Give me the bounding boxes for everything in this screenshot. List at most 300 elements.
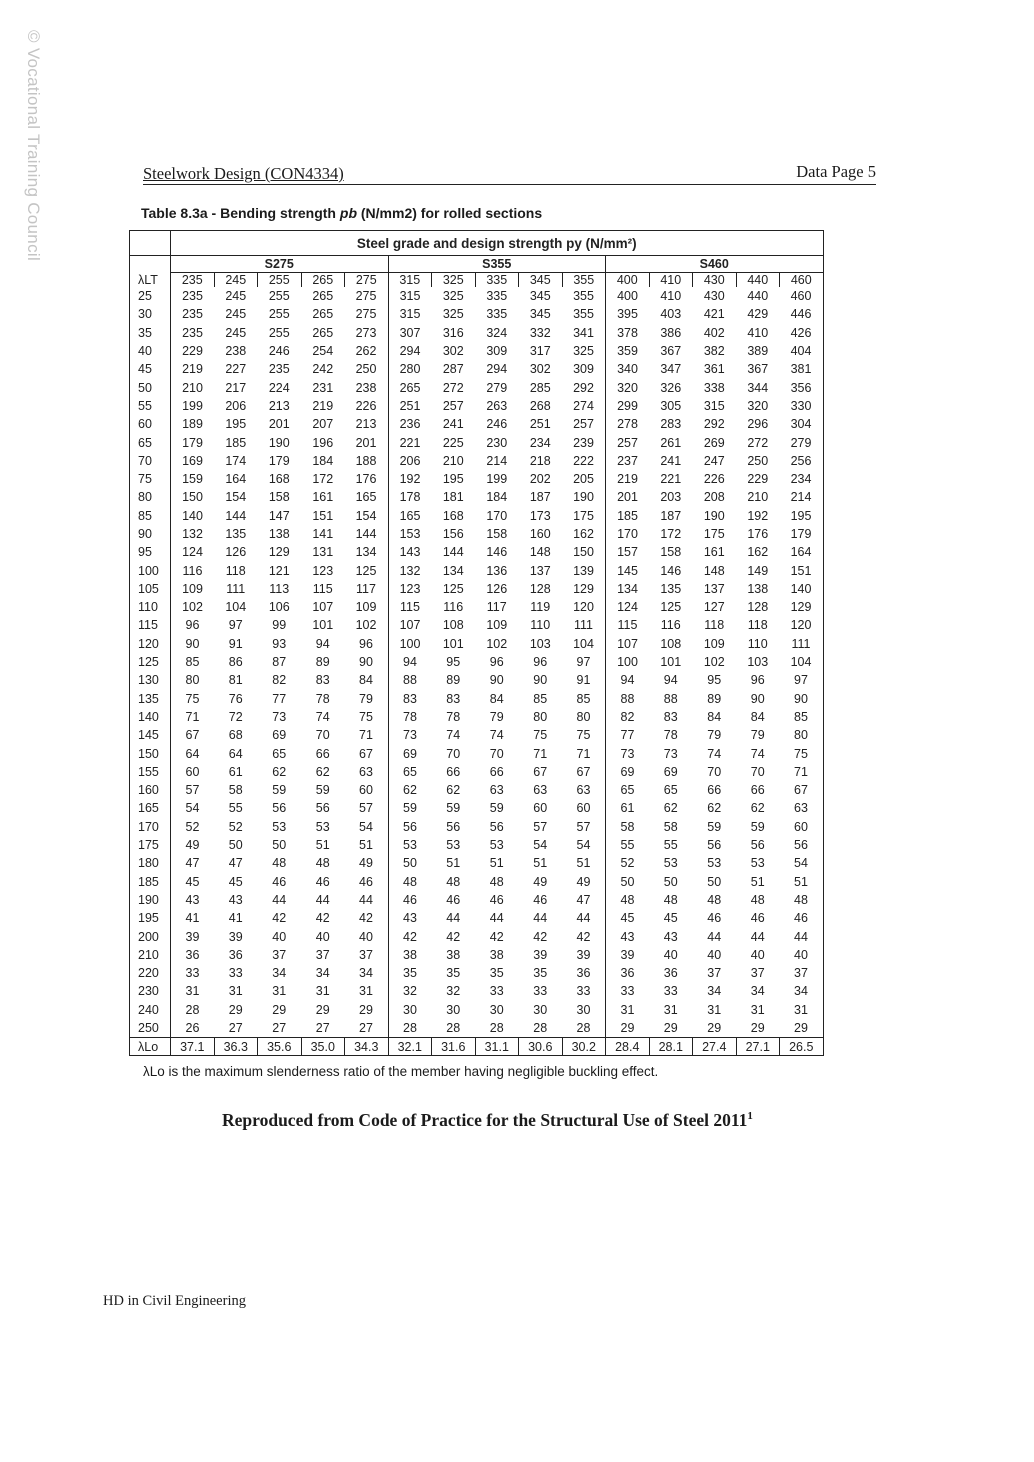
strength-cell: 174 (225, 453, 247, 468)
table-row (130, 909, 824, 927)
strength-cell: 42 (359, 911, 373, 926)
strength-cell: 124 (171, 543, 215, 561)
table-row (130, 470, 824, 488)
lambda-lt-header: λLT (130, 273, 171, 288)
strength-cell: 71 (359, 728, 373, 743)
strength-cell: 279 (780, 433, 824, 451)
strength-cell: 101 (660, 655, 682, 670)
strength-cell: 78 (663, 728, 678, 743)
table-row (130, 452, 824, 470)
bending-strength-table (129, 230, 824, 1056)
strength-cell: 265 (312, 289, 334, 304)
table-row (130, 836, 824, 854)
strength-cell: 94 (388, 653, 432, 671)
table-row (130, 818, 824, 836)
lambda-lt-cell: 150 (130, 744, 171, 762)
strength-cell: 75 (576, 728, 591, 743)
lambda-lt-cell: 230 (130, 982, 171, 1000)
strength-cell: 49 (359, 856, 373, 871)
strength-cell: 37 (272, 947, 287, 962)
table-row (130, 525, 824, 543)
lambda-lt-cell: 160 (130, 781, 171, 799)
strength-cell: 34 (359, 966, 373, 981)
strength-cell: 115 (312, 581, 333, 596)
strength-cell: 39 (228, 929, 243, 944)
strength-cell: 140 (171, 507, 215, 525)
strength-cell: 36 (663, 966, 678, 981)
strength-cell: 121 (268, 563, 290, 578)
strength-cell: 148 (529, 545, 551, 560)
strength-cell: 38 (446, 947, 461, 962)
strength-cell: 120 (780, 616, 824, 634)
strength-cell: 137 (529, 563, 551, 578)
strength-cell: 64 (228, 746, 243, 761)
strength-cell: 58 (606, 818, 650, 836)
strength-cell: 29 (707, 1021, 722, 1036)
strength-cell: 35 (446, 966, 461, 981)
strength-cell: 90 (533, 673, 548, 688)
lambda-lo-cell: 31.1 (475, 1038, 519, 1056)
strength-cell: 367 (747, 362, 769, 377)
strength-cell: 70 (489, 746, 504, 761)
strength-cell: 347 (660, 362, 682, 377)
strength-cell: 146 (660, 563, 682, 578)
strength-cell: 74 (750, 746, 765, 761)
table-row (130, 488, 824, 506)
strength-cell: 109 (486, 618, 508, 633)
strength-cell: 85 (533, 691, 548, 706)
strength-cell: 94 (315, 636, 330, 651)
strength-cell: 115 (606, 616, 650, 634)
strength-cell: 96 (171, 616, 215, 634)
strength-cell: 325 (442, 307, 464, 322)
strength-cell: 70 (315, 728, 330, 743)
strength-cell: 32 (388, 982, 432, 1000)
table-row (130, 580, 824, 598)
strength-cell: 65 (272, 746, 287, 761)
table-row (130, 927, 824, 945)
strength-cell: 62 (707, 801, 722, 816)
strength-cell: 42 (272, 911, 287, 926)
strength-cell: 56 (446, 819, 461, 834)
strength-cell: 285 (529, 380, 551, 395)
strength-cell: 111 (573, 618, 593, 633)
strength-cell: 83 (315, 673, 330, 688)
lambda-lt-cell: 90 (130, 525, 171, 543)
course-title: Steelwork Design (CON4334) (143, 164, 344, 183)
lambda-lt-cell: 105 (130, 580, 171, 598)
strength-cell: 61 (606, 799, 650, 817)
strength-cell: 54 (780, 854, 824, 872)
strength-cell: 51 (533, 856, 548, 871)
strength-cell: 49 (533, 874, 548, 889)
strength-cell: 168 (442, 508, 464, 523)
strength-cell: 315 (388, 287, 432, 305)
lambda-lo-cell: 37.1 (171, 1038, 215, 1056)
lambda-lo-cell: 26.5 (780, 1038, 824, 1056)
strength-cell: 221 (660, 472, 682, 487)
strength-cell: 78 (388, 708, 432, 726)
strength-cell: 33 (663, 984, 678, 999)
lambda-lt-cell: 170 (130, 818, 171, 836)
strength-cell: 63 (489, 783, 504, 798)
strength-cell: 138 (268, 527, 290, 541)
strength-cell: 113 (269, 581, 290, 596)
table-row (130, 598, 824, 616)
strength-cell: 162 (573, 527, 594, 541)
strength-cell: 410 (660, 289, 682, 304)
strength-cell: 40 (315, 929, 330, 944)
strength-cell: 332 (529, 325, 551, 340)
strength-cell: 236 (388, 415, 432, 433)
lambda-lo-cell: 27.4 (693, 1038, 737, 1056)
strength-cell: 309 (573, 362, 594, 377)
strength-cell: 31 (707, 1002, 722, 1017)
strength-cell: 254 (312, 344, 334, 359)
strength-cell: 29 (750, 1021, 765, 1036)
strength-cell: 81 (228, 673, 243, 688)
strength-cell: 86 (228, 655, 243, 670)
steel-grade-header: Steel grade and design strength py (N/mm²) (171, 231, 824, 256)
strength-cell: 26 (171, 1019, 215, 1038)
strength-cell: 129 (780, 598, 824, 616)
strength-cell: 118 (704, 618, 725, 633)
grade-header: S460 (606, 256, 824, 273)
strength-cell: 62 (272, 764, 287, 779)
strength-cell: 40 (780, 946, 824, 964)
strength-cell: 51 (359, 838, 373, 853)
strength-cell: 28 (533, 1021, 548, 1036)
strength-cell: 38 (388, 946, 432, 964)
strength-cell: 149 (747, 563, 769, 578)
strength-cell: 43 (228, 892, 243, 907)
strength-cell: 109 (355, 600, 377, 615)
lambda-lt-cell: 210 (130, 946, 171, 964)
strength-cell: 34 (272, 966, 287, 981)
strength-cell: 219 (171, 360, 215, 378)
strength-cell: 144 (355, 527, 377, 541)
strength-cell: 62 (446, 783, 461, 798)
strength-cell: 214 (486, 453, 508, 468)
strength-cell: 195 (225, 417, 247, 432)
strength-cell: 165 (388, 507, 432, 525)
strength-cell: 89 (446, 673, 461, 688)
strength-cell: 307 (388, 324, 432, 342)
strength-cell: 60 (576, 801, 591, 816)
strength-cell: 214 (780, 488, 824, 506)
strength-cell: 309 (486, 344, 508, 359)
strength-cell: 265 (312, 307, 334, 322)
strength-cell: 96 (533, 655, 548, 670)
strength-cell: 60 (780, 818, 824, 836)
table-row (130, 799, 824, 817)
lambda-lt-cell: 165 (130, 799, 171, 817)
strength-cell: 208 (703, 490, 725, 505)
strength-cell: 242 (312, 362, 334, 377)
strength-cell: 340 (606, 360, 650, 378)
design-strength-cell: 345 (519, 273, 563, 288)
strength-cell: 41 (171, 909, 215, 927)
strength-cell: 46 (272, 874, 287, 889)
strength-cell: 31 (663, 1002, 678, 1017)
strength-cell: 85 (576, 691, 591, 706)
strength-cell: 97 (780, 671, 824, 689)
strength-cell: 47 (228, 856, 243, 871)
strength-cell: 116 (171, 561, 215, 579)
strength-cell: 34 (315, 966, 330, 981)
strength-cell: 150 (573, 545, 594, 560)
strength-cell: 54 (359, 819, 373, 834)
strength-cell: 325 (442, 289, 464, 304)
strength-cell: 84 (707, 709, 722, 724)
strength-cell: 241 (442, 417, 464, 432)
strength-cell: 97 (228, 618, 243, 633)
strength-cell: 44 (707, 929, 722, 944)
strength-cell: 69 (663, 764, 678, 779)
strength-cell: 74 (489, 728, 504, 743)
strength-cell: 255 (268, 325, 290, 340)
strength-cell: 73 (272, 709, 287, 724)
strength-cell: 302 (442, 344, 464, 359)
strength-cell: 46 (315, 874, 330, 889)
strength-cell: 218 (529, 453, 551, 468)
strength-cell: 30 (489, 1002, 504, 1017)
strength-cell: 31 (359, 984, 373, 999)
strength-cell: 269 (703, 435, 725, 450)
strength-cell: 108 (442, 618, 464, 633)
strength-cell: 30 (388, 1001, 432, 1019)
strength-cell: 185 (606, 507, 650, 525)
strength-cell: 93 (272, 636, 287, 651)
strength-cell: 95 (446, 655, 461, 670)
strength-cell: 94 (606, 671, 650, 689)
strength-cell: 107 (606, 635, 650, 653)
lambda-lt-cell: 80 (130, 488, 171, 506)
strength-cell: 30 (446, 1002, 461, 1017)
lambda-lt-cell: 155 (130, 763, 171, 781)
strength-cell: 46 (707, 911, 722, 926)
design-strength-cell: 460 (780, 273, 824, 288)
strength-cell: 53 (446, 838, 461, 853)
strength-cell: 42 (533, 929, 548, 944)
strength-cell: 213 (355, 417, 377, 432)
strength-cell: 429 (747, 307, 769, 322)
strength-cell: 221 (388, 433, 432, 451)
strength-cell: 265 (388, 378, 432, 396)
strength-cell: 305 (660, 398, 682, 413)
strength-cell: 39 (606, 946, 650, 964)
strength-cell: 77 (272, 691, 287, 706)
strength-cell: 70 (750, 764, 765, 779)
table-row (130, 781, 824, 799)
strength-cell: 389 (747, 344, 769, 359)
strength-cell: 60 (533, 801, 548, 816)
strength-cell: 103 (747, 655, 769, 670)
strength-cell: 127 (703, 600, 725, 615)
strength-cell: 181 (442, 490, 464, 505)
strength-cell: 176 (747, 527, 769, 541)
strength-cell: 268 (529, 398, 551, 413)
strength-cell: 42 (489, 929, 504, 944)
strength-cell: 77 (606, 726, 650, 744)
strength-cell: 238 (225, 344, 247, 359)
strength-cell: 78 (315, 691, 330, 706)
strength-cell: 89 (707, 691, 722, 706)
strength-cell: 40 (272, 929, 287, 944)
strength-cell: 210 (171, 378, 215, 396)
strength-cell: 103 (529, 636, 551, 651)
strength-cell: 125 (355, 563, 377, 578)
strength-cell: 235 (171, 324, 215, 342)
strength-cell: 59 (489, 801, 504, 816)
strength-cell: 59 (750, 819, 765, 834)
strength-cell: 44 (489, 911, 504, 926)
design-strength-cell: 315 (388, 273, 432, 288)
strength-cell: 128 (747, 600, 769, 615)
strength-cell: 27 (315, 1021, 330, 1036)
strength-cell: 246 (268, 344, 290, 359)
strength-cell: 94 (663, 673, 678, 688)
strength-cell: 272 (747, 435, 769, 450)
strength-cell: 359 (606, 342, 650, 360)
table-row (130, 616, 824, 634)
lambda-lt-cell: 70 (130, 452, 171, 470)
strength-cell: 46 (359, 874, 373, 889)
strength-cell: 53 (707, 856, 722, 871)
lambda-lo-cell: 34.3 (345, 1038, 389, 1056)
table-row (130, 287, 824, 305)
strength-cell: 54 (171, 799, 215, 817)
strength-cell: 51 (315, 838, 330, 853)
corner-cell (130, 231, 171, 256)
strength-cell: 44 (359, 892, 373, 907)
strength-cell: 72 (228, 709, 243, 724)
table-row (130, 690, 824, 708)
strength-cell: 45 (663, 911, 678, 926)
strength-cell: 131 (312, 545, 334, 560)
strength-cell: 65 (606, 781, 650, 799)
strength-cell: 45 (228, 874, 243, 889)
strength-cell: 70 (707, 764, 722, 779)
strength-cell: 169 (171, 452, 215, 470)
strength-cell: 190 (703, 508, 725, 523)
lambda-lt-cell: 25 (130, 287, 171, 305)
strength-cell: 172 (312, 472, 334, 487)
strength-cell: 34 (780, 982, 824, 1000)
strength-cell: 426 (780, 324, 824, 342)
strength-cell: 226 (355, 398, 377, 413)
strength-cell: 27 (272, 1021, 287, 1036)
strength-cell: 160 (529, 527, 551, 541)
lambda-lt-cell: 100 (130, 561, 171, 579)
grade-header: S355 (388, 256, 606, 273)
strength-cell: 102 (171, 598, 215, 616)
strength-cell: 117 (486, 600, 507, 615)
strength-cell: 80 (533, 709, 548, 724)
design-strength-cell: 235 (171, 273, 215, 288)
strength-cell: 187 (529, 490, 551, 505)
strength-cell: 110 (747, 636, 768, 651)
strength-cell: 201 (606, 488, 650, 506)
strength-cell: 367 (660, 344, 682, 359)
lambda-lt-cell: 125 (130, 653, 171, 671)
table-row (130, 854, 824, 872)
strength-cell: 402 (703, 325, 725, 340)
strength-cell: 83 (663, 709, 678, 724)
strength-cell: 28 (171, 1001, 215, 1019)
table-row (130, 1001, 824, 1019)
strength-cell: 257 (606, 433, 650, 451)
vtc-watermark: © Vocational Training Council (24, 30, 43, 262)
strength-cell: 261 (660, 435, 682, 450)
strength-cell: 51 (780, 873, 824, 891)
strength-cell: 304 (780, 415, 824, 433)
strength-cell: 213 (268, 398, 290, 413)
design-strength-cell: 400 (606, 273, 650, 288)
strength-cell: 49 (171, 836, 215, 854)
strength-cell: 151 (780, 561, 824, 579)
strength-cell: 79 (489, 709, 504, 724)
strength-cell: 44 (576, 911, 591, 926)
strength-cell: 58 (663, 819, 678, 834)
pb-symbol: pb (339, 205, 357, 221)
strength-cell: 37 (315, 947, 330, 962)
strength-cell: 79 (359, 691, 373, 706)
strength-cell: 187 (660, 508, 682, 523)
table-row (130, 378, 824, 396)
strength-cell: 207 (312, 417, 334, 432)
strength-cell: 135 (660, 581, 682, 596)
strength-cell: 99 (272, 618, 287, 633)
strength-cell: 345 (529, 289, 551, 304)
strength-cell: 88 (663, 691, 678, 706)
strength-cell: 90 (489, 673, 504, 688)
strength-cell: 49 (576, 874, 591, 889)
strength-cell: 53 (489, 838, 504, 853)
strength-cell: 57 (533, 819, 548, 834)
strength-cell: 50 (663, 874, 678, 889)
strength-cell: 292 (703, 417, 725, 432)
strength-cell: 36 (576, 966, 591, 981)
strength-cell: 109 (171, 580, 215, 598)
strength-cell: 146 (486, 545, 508, 560)
strength-cell: 29 (359, 1002, 373, 1017)
strength-cell: 57 (171, 781, 215, 799)
table-row (130, 433, 824, 451)
strength-cell: 292 (573, 380, 594, 395)
strength-cell: 178 (388, 488, 432, 506)
page-footer: HD in Civil Engineering (103, 1293, 246, 1309)
strength-cell: 378 (606, 324, 650, 342)
lambda-lt-cell: 200 (130, 927, 171, 945)
strength-cell: 44 (533, 911, 548, 926)
strength-cell: 43 (663, 929, 678, 944)
strength-cell: 251 (388, 397, 432, 415)
strength-cell: 44 (272, 892, 287, 907)
strength-cell: 30 (533, 1002, 548, 1017)
strength-cell: 115 (388, 598, 432, 616)
strength-cell: 31 (228, 984, 243, 999)
strength-cell: 76 (228, 691, 243, 706)
strength-cell: 190 (573, 490, 594, 505)
table-row (130, 744, 824, 762)
strength-cell: 60 (171, 763, 215, 781)
table-row (130, 873, 824, 891)
strength-cell: 30 (576, 1002, 591, 1017)
strength-cell: 29 (606, 1019, 650, 1038)
strength-cell: 35 (533, 966, 548, 981)
strength-cell: 42 (315, 911, 330, 926)
